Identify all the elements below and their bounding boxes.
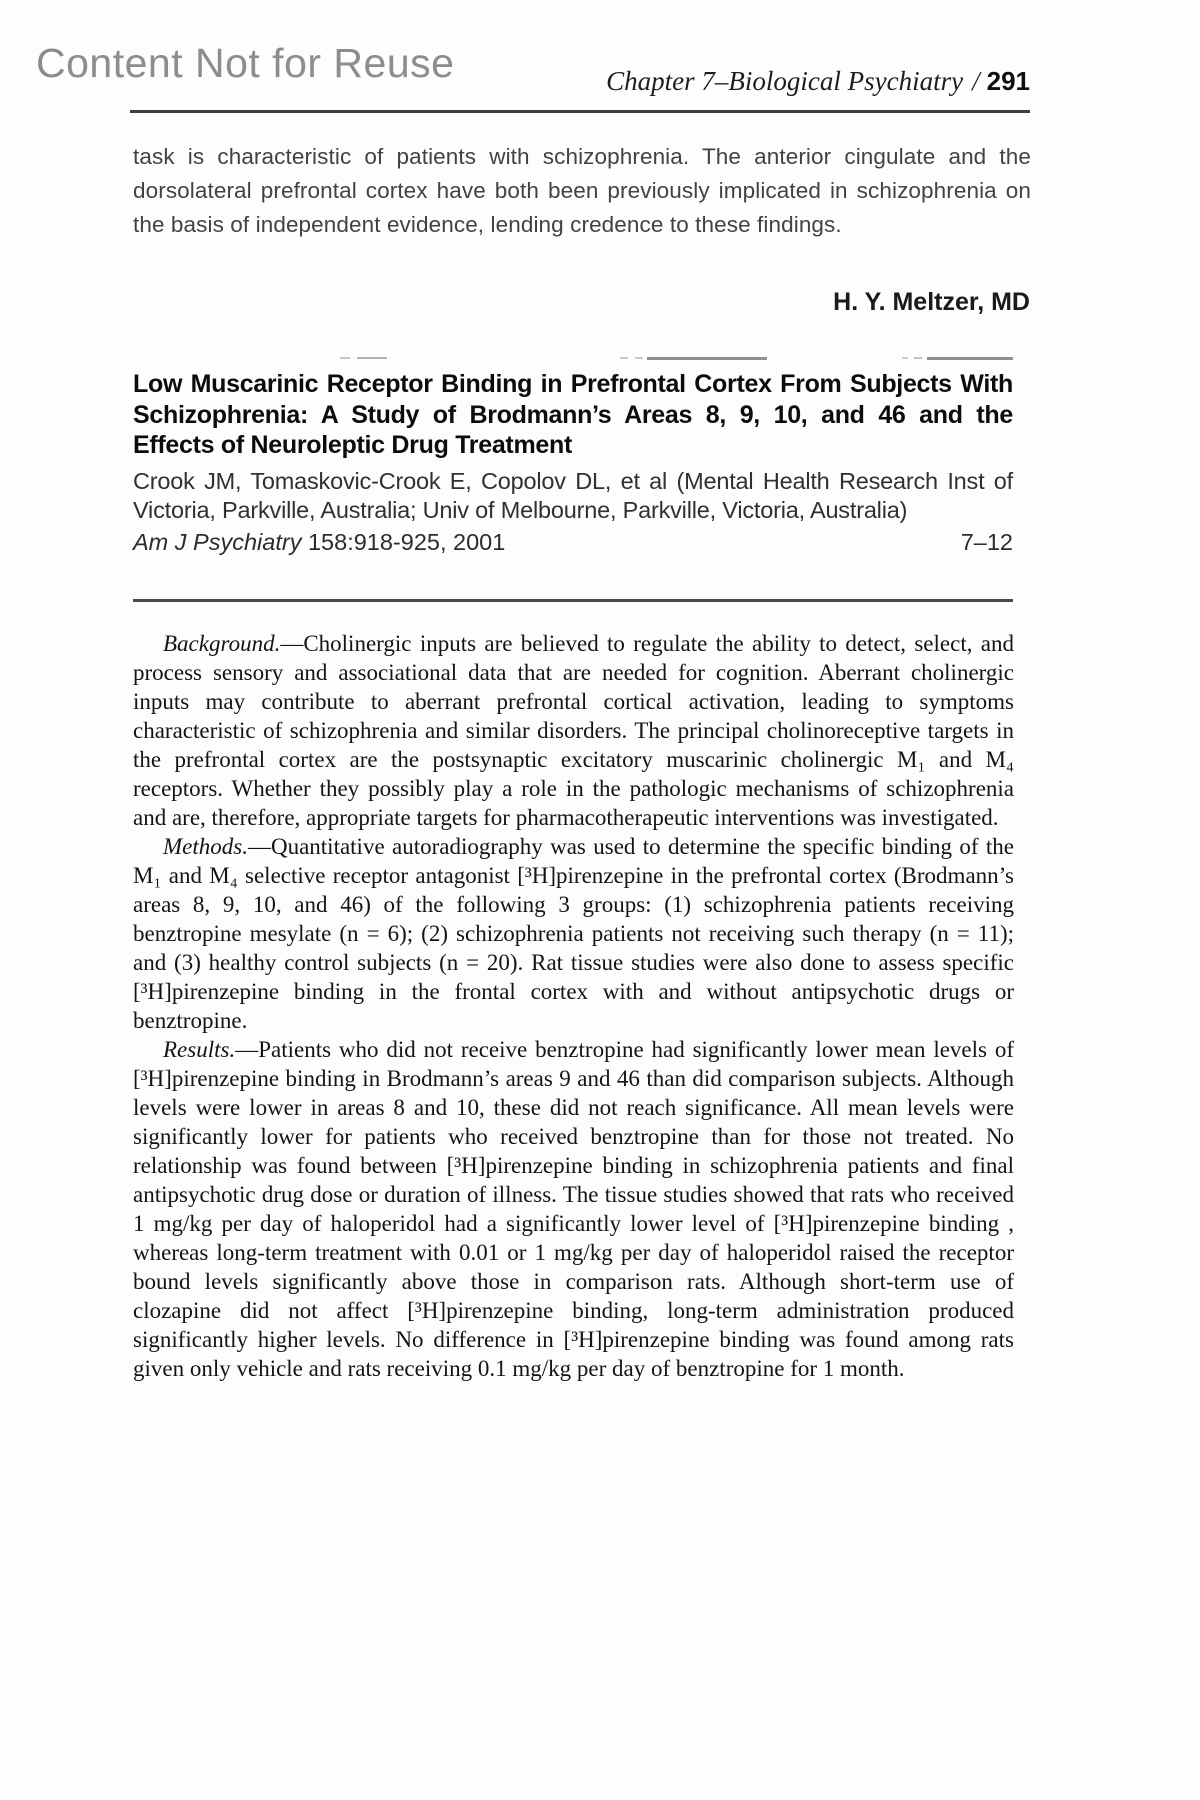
reviewer-signature: H. Y. Meltzer, MD — [833, 288, 1030, 316]
separator-segment — [340, 357, 350, 359]
journal-name: Am J Psychiatry — [133, 528, 302, 555]
separator-segment — [620, 357, 628, 359]
separator-segment — [902, 357, 908, 359]
abstract-methods — [133, 832, 1014, 1035]
citation-rule — [133, 599, 1013, 602]
chapter-title: Chapter 7–Biological Psychiatry — [606, 66, 964, 96]
header-separator: / — [972, 66, 980, 96]
abstract-number: 7–12 — [960, 528, 1013, 555]
structured-abstract — [133, 629, 1014, 1383]
abstract-background — [133, 629, 1014, 832]
journal-citation — [133, 528, 505, 557]
separator-segment — [357, 357, 387, 359]
content-reuse-watermark: Content Not for Reuse — [36, 40, 455, 86]
section-label: Methods. — [163, 834, 248, 859]
separator-segment — [927, 357, 1013, 360]
section-text: —Cholinergic inputs are believed to regulate the ability to detect, select, and process sensory and associational data that are needed for cognition. Aberrant cholinergic inputs may contribute to aberrant prefrontal cortical activation, leading to symptoms characteristic of schizophrenia and similar disorders. The principal cholinoreceptive targets in the prefrontal cortex are the postsynaptic excitatory muscarinic cholinergic M₁ and M₄ receptors. Whether they possibly play a role in the pathologic mechanisms of schizophrenia and are, therefore, appropriate targets for pharmacotherapeutic interventions was investigated. — [133, 631, 1014, 830]
journal-citation-row — [133, 528, 1013, 557]
section-label: Background. — [163, 631, 281, 656]
running-header — [130, 66, 1030, 97]
journal-details: 158:918-925, 2001 — [301, 528, 506, 555]
abstract-results — [133, 1035, 1014, 1383]
article-authors: Crook JM, Tomaskovic-Crook E, Copolov DL, et al (Mental Health Research Inst of Victoria, Parkville, Australia; Univ of Melbourne, Parkville, Victoria, Australia) — [133, 467, 1013, 523]
page-number: 291 — [986, 66, 1030, 96]
section-label: Results. — [163, 1037, 236, 1062]
header-rule — [130, 110, 1030, 113]
article-citation — [133, 369, 1013, 557]
excerpt-paragraph: task is characteristic of patients with schizophrenia. The anterior cingulate and the dorsolateral prefrontal cortex have both been previously implicated in schizophrenia on the basis of independent evidence, lending credence to these findings. — [133, 144, 1031, 237]
section-text: —Patients who did not receive benztropine had significantly lower mean levels of [³H]pirenzepine binding in Brodmann’s areas 9 and 46 than did comparison subjects. Although levels were lower in areas 8 and 10, these did not reach significance. All mean levels were significantly lower for patients who received benztropine than for those not treated. No relationship was found between [³H]pirenzepine binding in schizophrenia patients and final antipsychotic drug dose or duration of illness. The tissue studies showed that rats who received 1 mg/kg per day of haloperidol had a significantly lower level of [³H]pirenzepine binding , whereas long-term treatment with 0.01 or 1 mg/kg per day of haloperidol raised the receptor bound levels significantly above those in comparison rats. Although short-term use of clozapine did not affect [³H]pirenzepine binding, long-term administration produced significantly higher levels. No difference in [³H]pirenzepine binding was found among rats given only vehicle and rats receiving 0.1 mg/kg per day of benztropine for 1 month. — [133, 1037, 1014, 1381]
section-text: —Quantitative autoradiography was used to determine the specific binding of the M₁ and M₄ selective receptor antagonist [³H]pirenzepine in the prefrontal cortex (Brodmann’s areas 8, 9, 10, and 46) of the following 3 groups: (1) schizophrenia patients receiving benztropine mesylate (n = 6); (2) schizophrenia patients not receiving such therapy (n = 11); and (3) healthy control subjects (n = 20). Rat tissue studies were also done to assess specific [³H]pirenzepine binding in the frontal cortex with and without antipsychotic drugs or benztropine. — [133, 834, 1014, 1033]
article-title: Low Muscarinic Receptor Binding in Prefrontal Cortex From Subjects With Schizophrenia: A Study of Brodmann’s Areas 8, 9, 10, and 46 and the Effects of Neuroleptic Drug Treatment — [133, 370, 1013, 459]
separator-segment — [635, 357, 643, 359]
separator-segment — [914, 357, 922, 359]
section-separator — [133, 356, 1013, 360]
separator-segment — [647, 357, 767, 360]
